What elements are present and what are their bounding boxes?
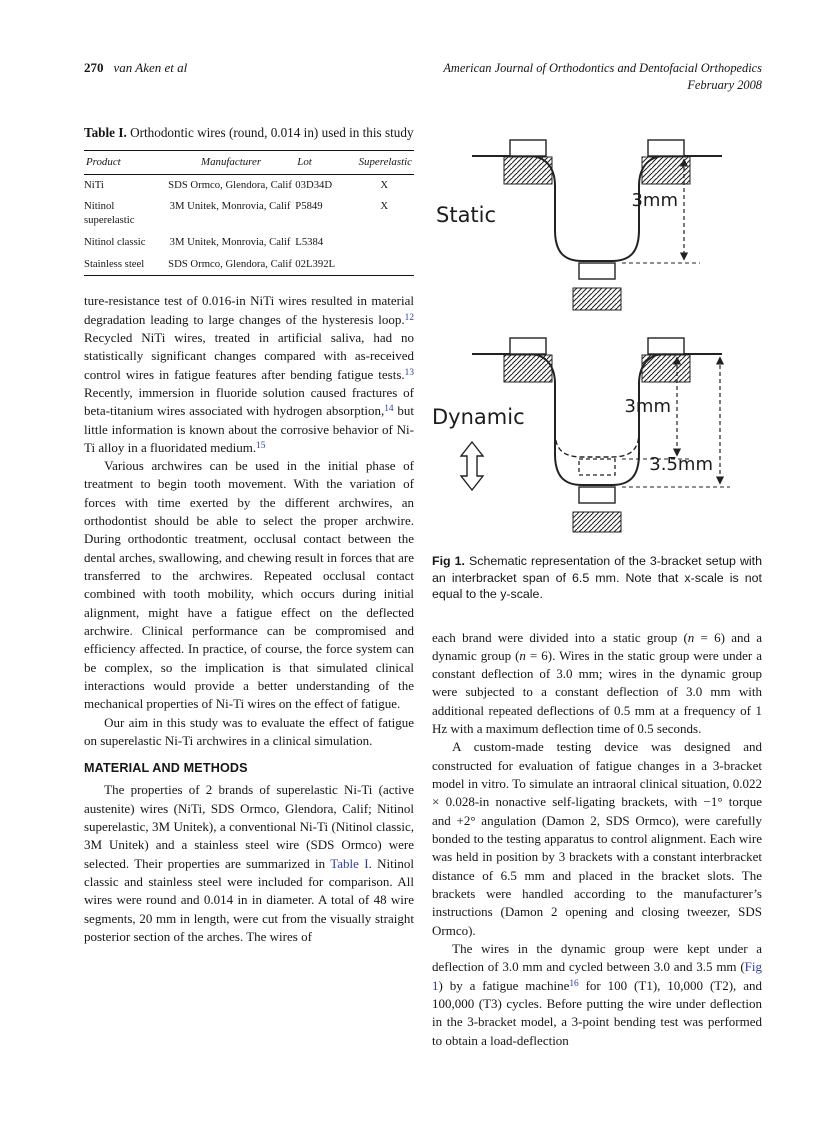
bracket	[579, 487, 615, 503]
static-diagram	[436, 140, 722, 310]
dynamic-diagram	[432, 338, 730, 532]
text-segment: ture-resistance test of 0.016-in NiTi wires resulted in material degradation leading to large changes of the hysteresis loop.	[84, 293, 414, 327]
bracket-upper-position-dashed	[579, 459, 615, 475]
paragraph	[84, 714, 414, 751]
text-segment: = 6) and a dynamic group (	[432, 629, 762, 663]
reference-citation-link[interactable]: 15	[256, 440, 266, 451]
page-number: 270	[84, 60, 104, 75]
text-segment: Schematic representation of the 3-bracket setup with an interbracket span of 6.5 mm. Note that x-scale is not equal to the y-scale.	[432, 554, 763, 601]
text-segment: Our aim in this study was to evaluate the effect of fatigue on superelastic Ni-Ti archwires in a clinical simulation.	[84, 714, 414, 749]
column-header-product: Product	[84, 150, 167, 174]
table-cell-product: Stainless steel	[84, 257, 145, 270]
table-cell-lot: 03D34D	[295, 178, 333, 191]
paragraph	[84, 292, 414, 457]
bracket	[510, 140, 546, 156]
dynamic-label: Dynamic	[432, 405, 525, 429]
table-cell-superelastic	[357, 232, 414, 254]
bold-text: Fig 1.	[432, 554, 465, 568]
reference-citation-link[interactable]: 12	[404, 312, 414, 323]
italic-text: n	[519, 647, 526, 663]
table-body	[84, 174, 414, 275]
table-row	[84, 196, 414, 231]
table-row	[84, 254, 414, 276]
table-cell-manufacturer: SDS Ormco, Glendora, Calif	[168, 257, 292, 270]
paragraph	[84, 457, 414, 714]
reference-citation-link[interactable]: 16	[569, 978, 579, 989]
running-authors: van Aken et al	[113, 60, 188, 75]
journal-title: American Journal of Orthodontics and Dentofacial Orthopedics	[443, 61, 762, 75]
archwire-upper-position-dashed	[555, 432, 639, 457]
anchor-hatch-block	[573, 288, 621, 310]
cross-reference-link[interactable]: Table I	[330, 855, 369, 871]
table-header	[84, 150, 414, 174]
text-segment: Recently, immersion in fluoride solution caused fractures of beta-titanium wires associated with hydrogen absorption,	[84, 384, 414, 419]
figure-1-schematic	[432, 112, 766, 534]
table-row	[84, 232, 414, 254]
text-segment: for 100 (T1), 10,000 (T2), and 100,000 (T3) cycles. Before putting the wire under deflection in the 3-bracket model, a 3-point bending test was performed to obtain a load-deflection	[432, 977, 762, 1048]
paragraph	[432, 629, 762, 739]
table-cell-manufacturer: 3M Unitek, Monrovia, Calif	[169, 235, 291, 248]
left-column	[84, 124, 414, 946]
column-header-lot: Lot	[295, 150, 356, 174]
column-header-superelastic: Superelastic	[357, 150, 414, 174]
paragraph	[84, 781, 414, 946]
table-cell-product: Nitinol classic	[84, 235, 146, 248]
bracket	[510, 338, 546, 354]
text-segment: Orthodontic wires (round, 0.014 in) used in this study	[126, 125, 414, 140]
table-row	[84, 174, 414, 196]
table-caption	[84, 124, 414, 142]
running-head	[84, 60, 762, 93]
text-segment: . Nitinol classic and stainless steel were included for comparison. All wires were round and 0.014 in in diameter. A total of 48 wire segments, 20 mm in length, were cut from the visually straight posterior section of the arches. The wires of	[84, 855, 415, 945]
bold-text: Table I.	[84, 125, 127, 140]
text-segment: The wires in the dynamic group were kept under a deflection of 3.0 mm and cycled between 3.0 and 3.5 mm (	[432, 941, 762, 975]
table-cell-superelastic	[357, 254, 414, 276]
static-label: Static	[436, 203, 497, 227]
figure-1	[432, 112, 762, 603]
text-segment: but little information is known about the corrosive behavior of Ni-Ti alloy in a fluoridated medium.	[84, 403, 414, 455]
running-head-right	[443, 60, 762, 93]
reference-citation-link[interactable]: 14	[384, 404, 394, 415]
italic-text: n	[687, 629, 695, 645]
dimension-label-3-5mm: 3.5mm	[649, 454, 713, 475]
journal-issue-date: February 2008	[687, 77, 762, 92]
table-cell-superelastic: X	[380, 178, 389, 191]
table-cell-superelastic: X	[380, 200, 389, 213]
column-header-manufacturer: Manufacturer	[167, 150, 295, 174]
dimension-label-3mm: 3mm	[631, 190, 678, 211]
text-segment: Recycled NiTi wires, treated in artificial saliva, had no statistically significant changes compared with as-received control wires in fatigue features after bending fatigue tests.	[84, 329, 414, 382]
text-segment: each brand were divided into a static group (	[432, 629, 688, 645]
text-segment: = 6). Wires in the static group were under a constant deflection of 3.0 mm; wires in the dynamic group were subjected to a constant deflection of 3.0 mm with additional repeated deflections of 0.5 mm at a frequency of 1 Hz with a maximum deflection time of 0.5 seconds.	[432, 647, 762, 737]
table-cell-manufacturer: SDS Ormco, Glendora, Calif	[168, 178, 292, 191]
bracket	[579, 263, 615, 279]
bracket	[648, 140, 684, 156]
text-segment: ) by a fatigue machine	[438, 977, 570, 993]
section-heading-material-and-methods: MATERIAL AND METHODS	[84, 761, 248, 776]
paragraph	[432, 738, 762, 940]
text-segment: The properties of 2 brands of superelastic Ni-Ti (active austenite) wires (NiTi, SDS Ormco, Glendora, Calif; Nitinol superelastic, 3M Unitek), a conventional Ni-Ti (Nitinol classic, 3M Unitek) and a stainless steel wire (SDS Ormco) were selected. Their properties are summarized in	[84, 782, 414, 871]
oscillation-double-arrow-icon	[461, 442, 483, 490]
table-cell-manufacturer: 3M Unitek, Monrovia, Calif	[169, 200, 291, 213]
table-cell-lot: P5849	[295, 200, 323, 213]
dimension-label-3mm: 3mm	[624, 396, 671, 417]
cross-reference-link[interactable]: Fig 1	[432, 959, 762, 993]
left-column-text	[84, 292, 414, 946]
reference-citation-link[interactable]: 13	[404, 367, 414, 378]
right-column	[432, 112, 762, 1050]
wire-properties-table	[84, 150, 414, 276]
anchor-hatch-block	[573, 512, 621, 532]
text-segment: A custom-made testing device was designed and constructed for evaluation of fatigue changes in a 3-bracket model in vitro. To simulate an intraoral clinical situation, 0.022 × 0.028-in nonactive self-ligating brackets, with −1° torque and +2° angulation (Damon 2, SDS Ormco), were carefully bonded to the testing apparatus to control alignment. Each wire was held in position by 3 brackets with a constant interbracket distance of 6.5 mm and placed in the bracket slots. The brackets were handled according to the manufacturer’s instructions (Damon 2 opening and closing tweezer, SDS Ormco).	[432, 739, 762, 938]
table-cell-lot: L5384	[295, 235, 324, 248]
figure-caption	[432, 553, 762, 603]
table-cell-product: Nitinol superelastic	[84, 200, 135, 227]
table-cell-product: NiTi	[84, 178, 104, 191]
paragraph	[432, 940, 762, 1050]
bracket	[648, 338, 684, 354]
right-column-text	[432, 629, 762, 1051]
text-segment: Various archwires can be used in the initial phase of treatment to begin tooth movement. With the variation of forces with time exerted by the different archwires, an orthodontist should be able to select the proper archwire. During orthodontic treatment, occlusal contact between the dental arches, swallowing, and chewing result in forces that are transferred to the archwires. Repeated occlusal contact combined with tooth mobility, which occurs during initial alignment, might have a fatigue effect on the deflected archwire. Clinical performance can be compromised and efficiency affected. In practice, of course, the force system can be complex, so the implication is that simulated clinical interactions would provide a better understanding of the mechanical properties of Ni-Ti wires on the effect of fatigue.	[84, 458, 414, 712]
running-head-left	[84, 60, 187, 76]
table-cell-lot: 02L392L	[295, 257, 336, 270]
